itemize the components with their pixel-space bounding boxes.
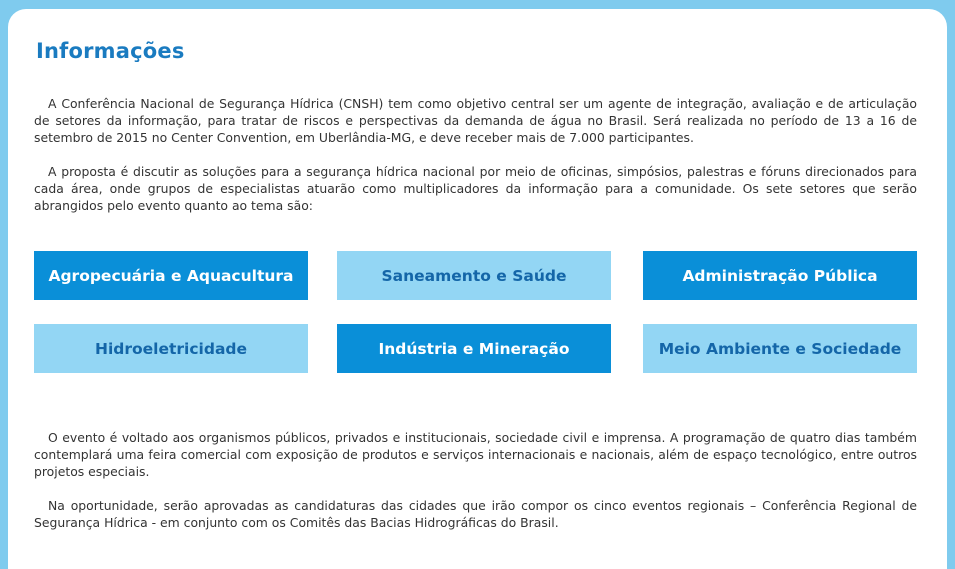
sector-button-hidroeletricidade[interactable]: Hidroeletricidade [34,324,308,373]
candidacy-paragraph: Na oportunidade, serão aprovadas as candidaturas das cidades que irão compor os cinco eventos regionais – Conferência Regional de Segurança Hídrica - em conjunto com os Comitês das Bacias Hidrográficas do Brasil. [34,498,917,530]
sector-button-meio-ambiente[interactable]: Meio Ambiente e Sociedade [643,324,917,373]
intro-paragraph: A Conferência Nacional de Segurança Hídrica (CNSH) tem como objetivo central ser um agente de integração, avaliação e de articulação de setores da informação, para tratar de riscos e perspectivas da demanda de água no Brasil. Será realizada no período de 13 a 16 de setembro de 2015 no Center Convention, em Uberlândia-MG, e deve receber mais de 7.000 participantes. [34,96,917,145]
sector-button-agropecuaria[interactable]: Agropecuária e Aquacultura [34,251,308,300]
page-title: Informações [36,39,185,63]
sector-button-industria[interactable]: Indústria e Mineração [337,324,611,373]
sector-button-saneamento[interactable]: Saneamento e Saúde [337,251,611,300]
audience-paragraph: O evento é voltado aos organismos públicos, privados e institucionais, sociedade civil e imprensa. A programação de quatro dias também contemplará uma feira comercial com exposição de produtos e serviços internacionais e nacionais, além de espaço tecnológico, entre outros projetos especiais. [34,430,917,479]
info-card [8,9,947,569]
proposal-paragraph: A proposta é discutir as soluções para a segurança hídrica nacional por meio de oficinas, simpósios, palestras e fóruns direcionados para cada área, onde grupos de especialistas atuarão como multiplicadores da informação para a comunidade. Os sete setores que serão abrangidos pelo evento quanto ao tema são: [34,164,917,213]
sector-button-administracao[interactable]: Administração Pública [643,251,917,300]
